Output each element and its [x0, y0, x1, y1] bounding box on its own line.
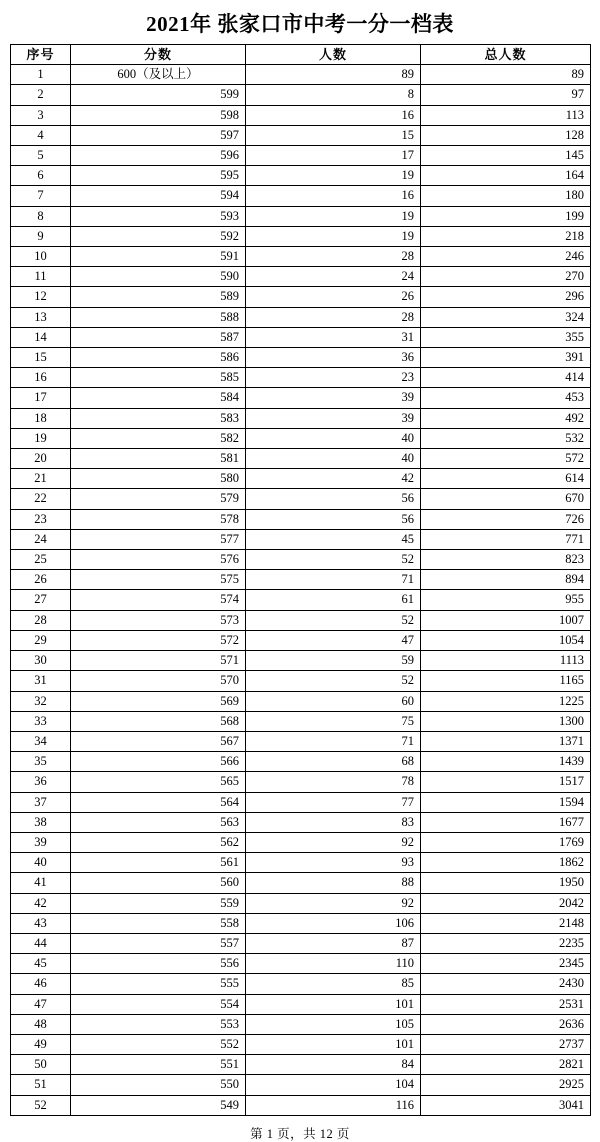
- cell-index: 9: [11, 226, 71, 246]
- table-row: [11, 550, 591, 570]
- cell-count: 78: [246, 772, 421, 792]
- cell-total: 1862: [421, 853, 591, 873]
- table-body: [11, 65, 591, 1116]
- cell-total: 1054: [421, 630, 591, 650]
- cell-count: 52: [246, 550, 421, 570]
- cell-total: 492: [421, 408, 591, 428]
- cell-score: 576: [71, 550, 246, 570]
- table-row: [11, 125, 591, 145]
- page-title: 2021年 张家口市中考一分一档表: [146, 12, 454, 36]
- cell-count: 40: [246, 449, 421, 469]
- cell-total: 355: [421, 327, 591, 347]
- cell-total: 2430: [421, 974, 591, 994]
- cell-total: 823: [421, 550, 591, 570]
- table-row: [11, 186, 591, 206]
- cell-count: 56: [246, 509, 421, 529]
- cell-total: 218: [421, 226, 591, 246]
- column-header-count: 人数: [246, 45, 421, 65]
- table-row: [11, 853, 591, 873]
- table-row: [11, 1075, 591, 1095]
- cell-count: 83: [246, 812, 421, 832]
- cell-index: 15: [11, 348, 71, 368]
- cell-index: 50: [11, 1055, 71, 1075]
- cell-total: 2345: [421, 954, 591, 974]
- cell-index: 5: [11, 146, 71, 166]
- cell-score: 555: [71, 974, 246, 994]
- cell-total: 246: [421, 247, 591, 267]
- cell-index: 3: [11, 105, 71, 125]
- table-row: [11, 469, 591, 489]
- cell-total: 1439: [421, 752, 591, 772]
- cell-score: 593: [71, 206, 246, 226]
- cell-score: 563: [71, 812, 246, 832]
- page-footer: [10, 1124, 590, 1142]
- cell-score: 569: [71, 691, 246, 711]
- cell-count: 77: [246, 792, 421, 812]
- cell-total: 2737: [421, 1034, 591, 1054]
- table-row: [11, 1095, 591, 1115]
- table-row: [11, 752, 591, 772]
- column-header-score: 分数: [71, 45, 246, 65]
- cell-index: 38: [11, 812, 71, 832]
- cell-total: 614: [421, 469, 591, 489]
- table-row: [11, 731, 591, 751]
- cell-total: 270: [421, 267, 591, 287]
- table-row: [11, 348, 591, 368]
- table-row: [11, 792, 591, 812]
- cell-total: 97: [421, 85, 591, 105]
- table-row: [11, 711, 591, 731]
- cell-count: 61: [246, 590, 421, 610]
- cell-score: 581: [71, 449, 246, 469]
- cell-index: 33: [11, 711, 71, 731]
- table-row: [11, 893, 591, 913]
- cell-score: 550: [71, 1075, 246, 1095]
- cell-count: 28: [246, 247, 421, 267]
- table-row: [11, 1055, 591, 1075]
- cell-score: 560: [71, 873, 246, 893]
- cell-total: 296: [421, 287, 591, 307]
- cell-score: 553: [71, 1014, 246, 1034]
- score-distribution-table: [10, 44, 591, 1116]
- cell-count: 92: [246, 893, 421, 913]
- cell-total: 128: [421, 125, 591, 145]
- table-row: [11, 1034, 591, 1054]
- cell-index: 44: [11, 933, 71, 953]
- cell-score: 579: [71, 489, 246, 509]
- cell-index: 12: [11, 287, 71, 307]
- cell-total: 955: [421, 590, 591, 610]
- cell-index: 6: [11, 166, 71, 186]
- cell-count: 60: [246, 691, 421, 711]
- cell-score: 585: [71, 368, 246, 388]
- table-row: [11, 105, 591, 125]
- cell-index: 34: [11, 731, 71, 751]
- table-row: [11, 226, 591, 246]
- cell-score: 551: [71, 1055, 246, 1075]
- cell-score: 583: [71, 408, 246, 428]
- cell-score: 561: [71, 853, 246, 873]
- table-row: [11, 913, 591, 933]
- cell-index: 36: [11, 772, 71, 792]
- cell-total: 894: [421, 570, 591, 590]
- cell-total: 572: [421, 449, 591, 469]
- cell-score: 558: [71, 913, 246, 933]
- cell-count: 71: [246, 570, 421, 590]
- cell-index: 4: [11, 125, 71, 145]
- cell-score: 589: [71, 287, 246, 307]
- cell-count: 101: [246, 994, 421, 1014]
- cell-index: 46: [11, 974, 71, 994]
- footer-text: 第 1 页，共 12 页: [250, 1126, 350, 1141]
- cell-count: 104: [246, 1075, 421, 1095]
- cell-count: 17: [246, 146, 421, 166]
- cell-total: 2042: [421, 893, 591, 913]
- cell-total: 1165: [421, 671, 591, 691]
- table-row: [11, 570, 591, 590]
- table-row: [11, 933, 591, 953]
- cell-index: 49: [11, 1034, 71, 1054]
- cell-index: 23: [11, 509, 71, 529]
- cell-index: 27: [11, 590, 71, 610]
- cell-index: 40: [11, 853, 71, 873]
- column-header-total: 总人数: [421, 45, 591, 65]
- cell-count: 28: [246, 307, 421, 327]
- cell-total: 324: [421, 307, 591, 327]
- cell-score: 562: [71, 832, 246, 852]
- cell-count: 87: [246, 933, 421, 953]
- cell-count: 19: [246, 226, 421, 246]
- cell-score: 575: [71, 570, 246, 590]
- cell-index: 29: [11, 630, 71, 650]
- cell-score: 565: [71, 772, 246, 792]
- cell-score: 568: [71, 711, 246, 731]
- cell-total: 1594: [421, 792, 591, 812]
- cell-index: 35: [11, 752, 71, 772]
- cell-index: 37: [11, 792, 71, 812]
- cell-total: 3041: [421, 1095, 591, 1115]
- table-row: [11, 166, 591, 186]
- table-row: [11, 1014, 591, 1034]
- table-row: [11, 327, 591, 347]
- cell-count: 56: [246, 489, 421, 509]
- cell-total: 2148: [421, 913, 591, 933]
- table-row: [11, 428, 591, 448]
- table-row: [11, 772, 591, 792]
- cell-score: 572: [71, 630, 246, 650]
- table-row: [11, 691, 591, 711]
- cell-score: 584: [71, 388, 246, 408]
- cell-score: 578: [71, 509, 246, 529]
- cell-score: 577: [71, 529, 246, 549]
- table-row: [11, 65, 591, 85]
- cell-index: 30: [11, 651, 71, 671]
- cell-score: 567: [71, 731, 246, 751]
- cell-score: 590: [71, 267, 246, 287]
- cell-score: 557: [71, 933, 246, 953]
- cell-index: 51: [11, 1075, 71, 1095]
- cell-count: 16: [246, 186, 421, 206]
- cell-count: 8: [246, 85, 421, 105]
- cell-index: 31: [11, 671, 71, 691]
- cell-score: 600（及以上）: [71, 65, 246, 85]
- cell-count: 106: [246, 913, 421, 933]
- cell-total: 453: [421, 388, 591, 408]
- cell-score: 591: [71, 247, 246, 267]
- cell-index: 2: [11, 85, 71, 105]
- table-row: [11, 408, 591, 428]
- cell-index: 32: [11, 691, 71, 711]
- cell-total: 180: [421, 186, 591, 206]
- cell-index: 47: [11, 994, 71, 1014]
- cell-count: 15: [246, 125, 421, 145]
- cell-score: 552: [71, 1034, 246, 1054]
- cell-score: 559: [71, 893, 246, 913]
- table-row: [11, 267, 591, 287]
- cell-count: 52: [246, 610, 421, 630]
- cell-score: 554: [71, 994, 246, 1014]
- cell-score: 592: [71, 226, 246, 246]
- cell-index: 17: [11, 388, 71, 408]
- cell-total: 1225: [421, 691, 591, 711]
- cell-count: 45: [246, 529, 421, 549]
- cell-index: 28: [11, 610, 71, 630]
- cell-count: 26: [246, 287, 421, 307]
- cell-index: 18: [11, 408, 71, 428]
- cell-index: 7: [11, 186, 71, 206]
- cell-score: 588: [71, 307, 246, 327]
- cell-index: 52: [11, 1095, 71, 1115]
- cell-count: 52: [246, 671, 421, 691]
- cell-index: 13: [11, 307, 71, 327]
- cell-score: 566: [71, 752, 246, 772]
- cell-count: 47: [246, 630, 421, 650]
- cell-total: 2821: [421, 1055, 591, 1075]
- cell-count: 105: [246, 1014, 421, 1034]
- cell-score: 596: [71, 146, 246, 166]
- cell-count: 36: [246, 348, 421, 368]
- cell-score: 571: [71, 651, 246, 671]
- cell-index: 8: [11, 206, 71, 226]
- cell-index: 20: [11, 449, 71, 469]
- table-row: [11, 509, 591, 529]
- cell-index: 42: [11, 893, 71, 913]
- cell-count: 19: [246, 166, 421, 186]
- table-row: [11, 206, 591, 226]
- cell-index: 11: [11, 267, 71, 287]
- cell-count: 16: [246, 105, 421, 125]
- table-row: [11, 247, 591, 267]
- cell-index: 1: [11, 65, 71, 85]
- table-row: [11, 651, 591, 671]
- table-row: [11, 590, 591, 610]
- cell-score: 570: [71, 671, 246, 691]
- cell-index: 16: [11, 368, 71, 388]
- cell-total: 2235: [421, 933, 591, 953]
- cell-total: 1769: [421, 832, 591, 852]
- cell-count: 92: [246, 832, 421, 852]
- table-row: [11, 85, 591, 105]
- table-row: [11, 630, 591, 650]
- cell-count: 39: [246, 408, 421, 428]
- cell-total: 89: [421, 65, 591, 85]
- cell-total: 113: [421, 105, 591, 125]
- cell-score: 594: [71, 186, 246, 206]
- column-header-index: 序号: [11, 45, 71, 65]
- cell-count: 93: [246, 853, 421, 873]
- cell-total: 726: [421, 509, 591, 529]
- cell-index: 43: [11, 913, 71, 933]
- cell-total: 145: [421, 146, 591, 166]
- cell-count: 24: [246, 267, 421, 287]
- cell-total: 391: [421, 348, 591, 368]
- table-row: [11, 994, 591, 1014]
- table-row: [11, 287, 591, 307]
- table-row: [11, 610, 591, 630]
- cell-index: 14: [11, 327, 71, 347]
- table-row: [11, 146, 591, 166]
- table-row: [11, 671, 591, 691]
- table-row: [11, 812, 591, 832]
- cell-count: 42: [246, 469, 421, 489]
- cell-total: 2925: [421, 1075, 591, 1095]
- cell-index: 45: [11, 954, 71, 974]
- cell-count: 101: [246, 1034, 421, 1054]
- cell-index: 39: [11, 832, 71, 852]
- cell-count: 84: [246, 1055, 421, 1075]
- cell-score: 598: [71, 105, 246, 125]
- cell-total: 1113: [421, 651, 591, 671]
- cell-index: 21: [11, 469, 71, 489]
- cell-total: 1007: [421, 610, 591, 630]
- cell-total: 1677: [421, 812, 591, 832]
- cell-index: 10: [11, 247, 71, 267]
- cell-score: 599: [71, 85, 246, 105]
- cell-count: 85: [246, 974, 421, 994]
- cell-score: 582: [71, 428, 246, 448]
- cell-total: 670: [421, 489, 591, 509]
- cell-score: 556: [71, 954, 246, 974]
- cell-score: 564: [71, 792, 246, 812]
- cell-total: 771: [421, 529, 591, 549]
- cell-total: 2531: [421, 994, 591, 1014]
- cell-score: 586: [71, 348, 246, 368]
- table-row: [11, 873, 591, 893]
- cell-index: 24: [11, 529, 71, 549]
- cell-count: 23: [246, 368, 421, 388]
- cell-total: 1371: [421, 731, 591, 751]
- cell-count: 19: [246, 206, 421, 226]
- cell-index: 41: [11, 873, 71, 893]
- table-row: [11, 449, 591, 469]
- cell-count: 88: [246, 873, 421, 893]
- table-row: [11, 832, 591, 852]
- cell-index: 19: [11, 428, 71, 448]
- table-row: [11, 529, 591, 549]
- cell-count: 68: [246, 752, 421, 772]
- cell-total: 1517: [421, 772, 591, 792]
- cell-total: 199: [421, 206, 591, 226]
- cell-count: 39: [246, 388, 421, 408]
- cell-count: 71: [246, 731, 421, 751]
- cell-index: 22: [11, 489, 71, 509]
- table-row: [11, 307, 591, 327]
- cell-index: 48: [11, 1014, 71, 1034]
- table-row: [11, 974, 591, 994]
- cell-index: 26: [11, 570, 71, 590]
- cell-count: 59: [246, 651, 421, 671]
- cell-count: 110: [246, 954, 421, 974]
- cell-score: 587: [71, 327, 246, 347]
- cell-total: 1950: [421, 873, 591, 893]
- cell-count: 31: [246, 327, 421, 347]
- cell-count: 89: [246, 65, 421, 85]
- cell-total: 414: [421, 368, 591, 388]
- cell-count: 116: [246, 1095, 421, 1115]
- cell-total: 164: [421, 166, 591, 186]
- table-row: [11, 388, 591, 408]
- cell-score: 574: [71, 590, 246, 610]
- cell-score: 549: [71, 1095, 246, 1115]
- cell-score: 573: [71, 610, 246, 630]
- cell-count: 40: [246, 428, 421, 448]
- cell-count: 75: [246, 711, 421, 731]
- cell-index: 25: [11, 550, 71, 570]
- table-header-row: [11, 45, 591, 65]
- cell-total: 2636: [421, 1014, 591, 1034]
- cell-score: 597: [71, 125, 246, 145]
- table-row: [11, 489, 591, 509]
- cell-score: 580: [71, 469, 246, 489]
- table-row: [11, 954, 591, 974]
- cell-total: 532: [421, 428, 591, 448]
- table-row: [11, 368, 591, 388]
- cell-total: 1300: [421, 711, 591, 731]
- cell-score: 595: [71, 166, 246, 186]
